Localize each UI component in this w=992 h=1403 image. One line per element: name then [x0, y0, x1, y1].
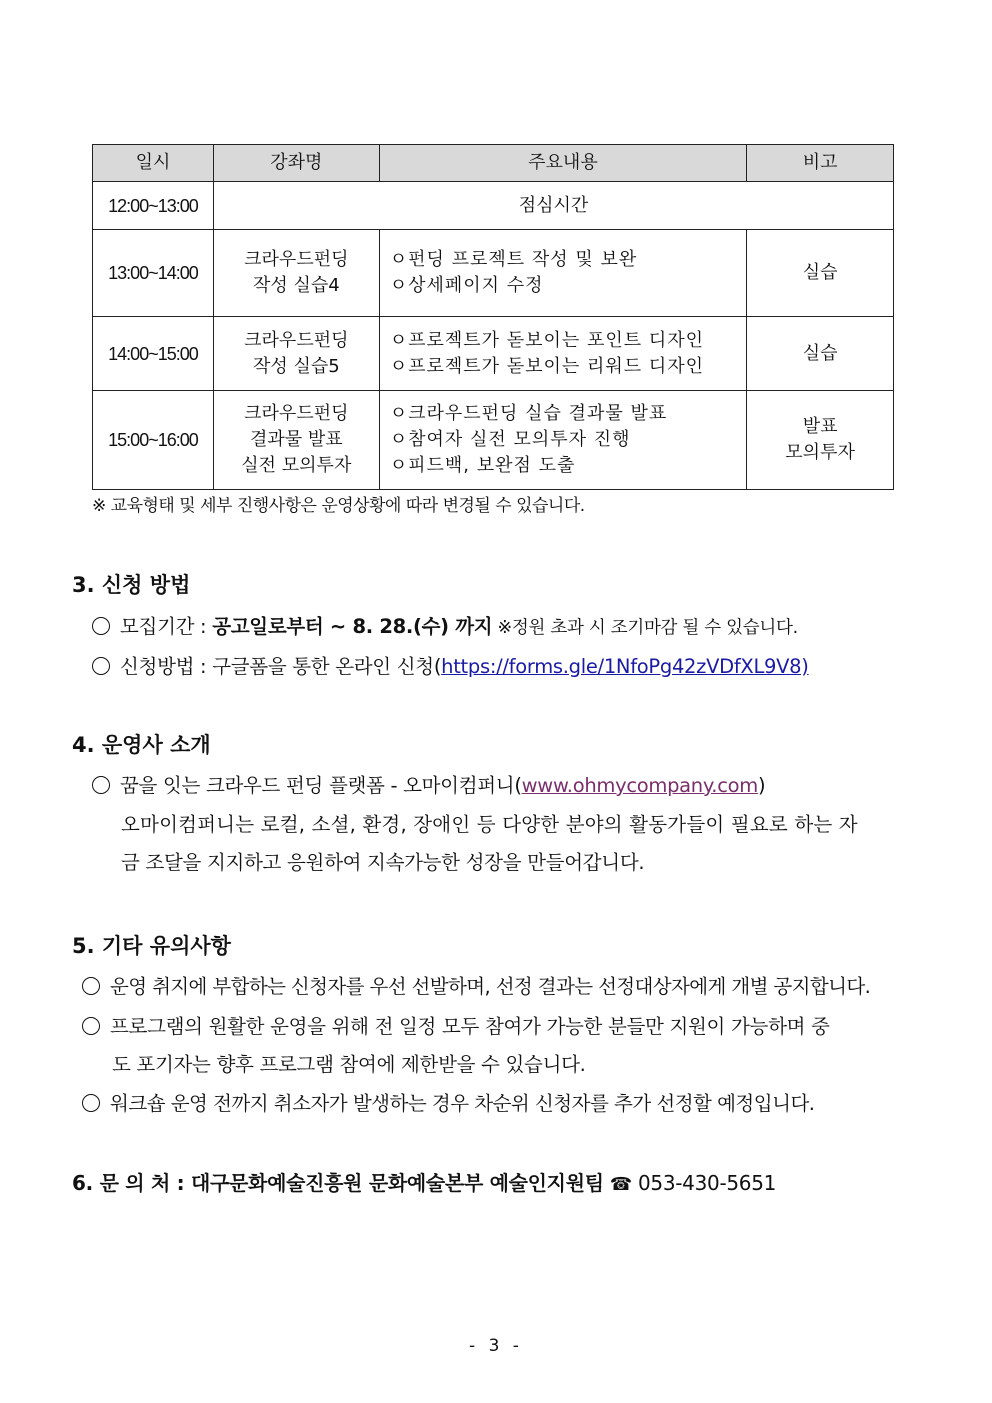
circle-bullet-icon	[92, 776, 110, 794]
cell-time: 12:00~13:00	[93, 182, 214, 230]
intro-end: )	[757, 774, 766, 797]
cell-content	[379, 391, 746, 490]
content-line: ㅇ펀딩 프로젝트 작성 및 보완	[389, 249, 638, 270]
operator-intro	[92, 770, 765, 798]
section-3-title: 3. 신청 방법	[72, 573, 191, 597]
note-line: 발표	[802, 416, 838, 437]
contact-phone: 053-430-5651	[631, 1171, 777, 1195]
course-line: 실전 모의투자	[241, 455, 352, 476]
period-note: ※정원 초과 시 조기마감 될 수 있습니다.	[492, 618, 798, 638]
header-note: 비고	[747, 145, 894, 182]
phone-icon: ☎	[609, 1174, 632, 1195]
cell-lunch: 점심시간	[213, 182, 893, 230]
cell-note: 실습	[747, 230, 894, 317]
header-content: 주요내용	[379, 145, 746, 182]
table-row	[93, 391, 894, 490]
section-4-title: 4. 운영사 소개	[72, 733, 211, 757]
intro-text: 꿈을 잇는 크라우드 펀딩 플랫폼 - 오마이컴퍼니(	[120, 774, 522, 797]
table-header-row	[93, 145, 894, 182]
content-line: ㅇ참여자 실전 모의투자 진행	[389, 429, 631, 450]
section-5-title: 5. 기타 유의사항	[72, 934, 231, 958]
apply-method	[92, 651, 809, 679]
method-label: 신청방법 : 구글폼을 통한 온라인 신청(	[120, 655, 442, 678]
course-line: 결과물 발표	[249, 429, 343, 450]
contact-line	[72, 1167, 776, 1196]
header-course: 강좌명	[213, 145, 379, 182]
content-line: ㅇ프로젝트가 돋보이는 리워드 디자인	[389, 355, 705, 377]
contact-label: 6. 문 의 처 :	[72, 1171, 191, 1195]
header-time: 일시	[93, 145, 214, 182]
cell-time: 15:00~16:00	[93, 391, 214, 490]
circle-bullet-icon	[82, 1017, 100, 1035]
cell-note	[747, 391, 894, 490]
content-line: ㅇ상세페이지 수정	[389, 275, 544, 296]
note-item-text: 워크숍 운영 전까지 취소자가 발생하는 경우 차순위 신청자를 추가 선정할 예정입니다.	[110, 1092, 815, 1115]
note-line: 모의투자	[785, 442, 855, 463]
note-item-1	[82, 971, 870, 999]
table-row	[93, 182, 894, 230]
course-line: 작성 실습4	[252, 275, 340, 296]
google-form-link[interactable]: https://forms.gle/1NfoPg42zVDfXL9V8)	[441, 655, 809, 678]
note-item-3	[82, 1088, 814, 1116]
table-footnote: ※ 교육형태 및 세부 진행사항은 운영상황에 따라 변경될 수 있습니다.	[92, 496, 585, 516]
cell-course	[213, 230, 379, 317]
cell-time: 14:00~15:00	[93, 317, 214, 391]
cell-content	[379, 317, 746, 391]
recruit-period	[92, 611, 798, 639]
contact-org: 대구문화예술진흥원 문화예술본부 예술인지원팀	[191, 1171, 604, 1195]
cell-note: 실습	[747, 317, 894, 391]
ohmycompany-link[interactable]: www.ohmycompany.com	[521, 774, 758, 797]
circle-bullet-icon	[82, 977, 100, 995]
course-line: 크라우드펀딩	[244, 329, 349, 351]
period-label: 모집기간 :	[120, 615, 213, 638]
schedule-table	[92, 144, 894, 490]
table-row	[93, 317, 894, 391]
content-line: ㅇ피드백, 보완점 도출	[389, 455, 576, 476]
cell-course	[213, 391, 379, 490]
circle-bullet-icon	[82, 1094, 100, 1112]
page-number: - 3 -	[469, 1336, 523, 1356]
note-item-text: 운영 취지에 부합하는 신청자를 우선 선발하며, 선정 결과는 선정대상자에게 개별 공지합니다.	[110, 975, 871, 998]
cell-course	[213, 317, 379, 391]
operator-desc-line2: 금 조달을 지지하고 응원하여 지속가능한 성장을 만들어갑니다.	[121, 851, 645, 874]
cell-content	[379, 230, 746, 317]
course-line: 크라우드펀딩	[244, 403, 349, 424]
course-line: 작성 실습5	[252, 355, 340, 377]
operator-desc-line1: 오마이컴퍼니는 로컬, 소셜, 환경, 장애인 등 다양한 분야의 활동가들이 필요로 하는 자	[121, 813, 858, 836]
period-value: 공고일로부터 ~ 8. 28.(수) 까지	[212, 615, 493, 638]
circle-bullet-icon	[92, 617, 110, 635]
note-item-2	[82, 1011, 830, 1039]
course-line: 크라우드펀딩	[244, 249, 349, 270]
circle-bullet-icon	[92, 657, 110, 675]
cell-time: 13:00~14:00	[93, 230, 214, 317]
content-line: ㅇ프로젝트가 돋보이는 포인트 디자인	[389, 329, 705, 351]
note-item-text: 프로그램의 원활한 운영을 위해 전 일정 모두 참여가 가능한 분들만 지원이 가능하며 중	[110, 1015, 830, 1038]
note-item-2-cont: 도 포기자는 향후 프로그램 참여에 제한받을 수 있습니다.	[112, 1053, 586, 1076]
content-line: ㅇ크라우드펀딩 실습 결과물 발표	[389, 403, 668, 424]
table-row	[93, 230, 894, 317]
